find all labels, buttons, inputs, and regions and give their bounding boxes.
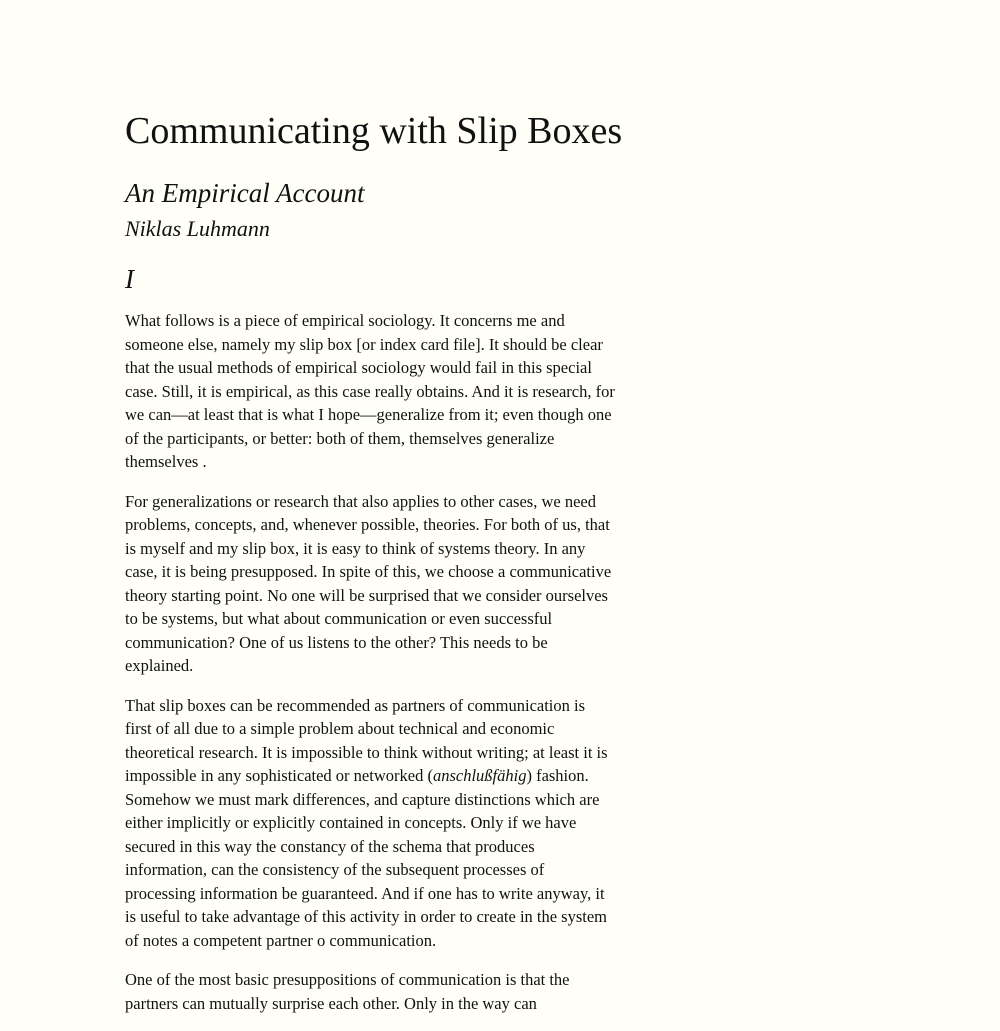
- article-title: Communicating with Slip Boxes: [125, 110, 623, 152]
- paragraph-3-text-end: ) fashion. Somehow we must mark differences, and capture distinctions which are either implicitly or explicitly contained in concepts. Only if we have secured in this way the constancy of the schema that produces information, can the consistency of the subsequent processes of processing information be guaranteed. And if one has to write anyway, it is useful to take advantage of this activity in order to create in the system of notes a competent partner o communication.: [125, 766, 608, 950]
- paragraph-3-german-term: anschlußfähig: [432, 766, 527, 785]
- article-subtitle: An Empirical Account: [125, 178, 365, 208]
- article: [125, 108, 623, 1031]
- paragraph-3: [125, 694, 615, 953]
- paragraph-4: One of the most basic presuppositions of communication is that the partners can mutually surprise each other. Only in the way can: [125, 970, 570, 1013]
- paragraph-3-text-start: That slip boxes can be recommended as partners of communication is first of all due to a simple problem about technical and economic theoretical research. It is impossible to think without writing; at least it is impossible in any sophisticated or networked (: [125, 695, 608, 785]
- section-heading: I: [125, 264, 134, 294]
- article-body: [125, 309, 615, 1015]
- article-author: Niklas Luhmann: [125, 216, 270, 241]
- paragraph-2: For generalizations or research that also applies to other cases, we need problems, concepts, and, whenever possible, theories. For both of us, that is myself and my slip box, it is easy to think of systems theory. In any case, it is being presupposed. In spite of this, we choose a communicative theory starting point. No one will be surprised that we consider ourselves to be systems, but what about communication or even successful communication? One of us listens to the other? This needs to be explained.: [125, 491, 612, 675]
- paragraph-1: What follows is a piece of empirical sociology. It concerns me and someone else, namely my slip box [or index card file]. It should be clear that the usual methods of empirical sociology would fail in this special case. Still, it is empirical, as this case really obtains. And it is research, for we can—at least that is what I hope—generalize from it; even though one of the participants, or better: both of them, themselves generalize themselves .: [125, 311, 615, 471]
